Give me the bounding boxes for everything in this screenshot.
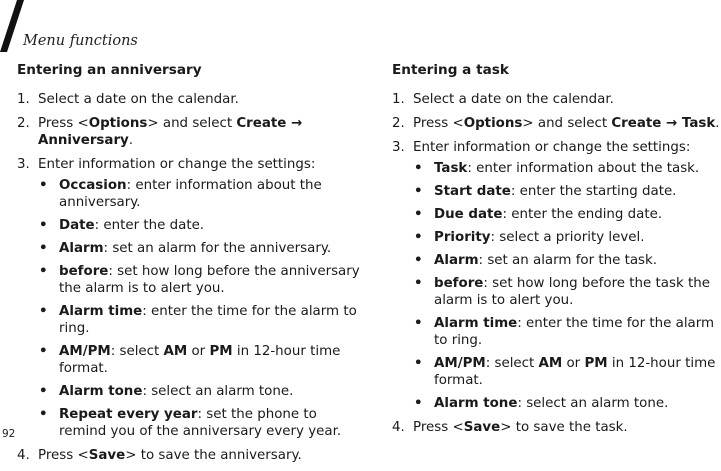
options-key: Options — [463, 116, 523, 131]
bullet-icon: • — [39, 178, 48, 193]
options-key: Options — [88, 116, 148, 131]
bullet-icon: • — [414, 356, 423, 371]
list-item: • Occasion: enter information about the anniversary. — [39, 178, 322, 210]
page-number: 92 — [2, 428, 16, 440]
bullet-icon: • — [39, 304, 48, 319]
anniversary-section — [17, 62, 362, 471]
list-item: • AM/PM: select AM or PM in 12-hour time format. — [414, 356, 716, 388]
bullet-icon: • — [414, 276, 423, 291]
step-1: 1. Select a date on the calendar. — [17, 92, 239, 107]
list-item: • Date: enter the date. — [39, 218, 205, 233]
list-item: • Repeat every year: set the phone to remind you of the anniversary every year. — [39, 407, 342, 439]
menu-path: Create → Anniversary — [38, 116, 303, 148]
step-1: 1. Select a date on the calendar. — [392, 92, 614, 107]
header-title: Menu functions — [23, 33, 138, 49]
bullet-icon: • — [414, 316, 423, 331]
bullet-icon: • — [39, 264, 48, 279]
bullet-icon: • — [414, 230, 423, 245]
settings-list — [413, 160, 721, 412]
task-section — [392, 62, 721, 443]
bullet-icon: • — [39, 344, 48, 359]
list-item: • Alarm: set an alarm for the task. — [414, 253, 658, 268]
list-item: • before: set how long before the task the alarm is to alert you. — [414, 276, 710, 308]
bullet-icon: • — [414, 396, 423, 411]
save-key: Save — [463, 420, 501, 435]
step-4: 4. Press <Save> to save the task. — [392, 420, 628, 435]
task-heading: Entering a task — [392, 62, 509, 78]
bullet-icon: • — [414, 161, 423, 176]
header-slash-mark — [0, 0, 24, 52]
bullet-icon: • — [414, 184, 423, 199]
list-item: • Alarm tone: select an alarm tone. — [414, 396, 669, 411]
bullet-icon: • — [39, 384, 48, 399]
step-2: 2. Press <Options> and select Create → Anniversary. — [17, 116, 303, 148]
list-item: • Start date: enter the starting date. — [414, 184, 677, 199]
step-2: 2. Press <Options> and select Create → Task. — [392, 116, 720, 131]
bullet-icon: • — [414, 253, 423, 268]
bullet-icon: • — [39, 407, 48, 422]
save-key: Save — [88, 448, 126, 463]
anniversary-heading: Entering an anniversary — [17, 62, 202, 78]
menu-path: Create → Task — [611, 116, 716, 131]
bullet-icon: • — [414, 207, 423, 222]
list-item: • Alarm tone: select an alarm tone. — [39, 384, 294, 399]
step-3: 3. Enter information or change the settings: • Task: enter information about the task. • Start date: enter the starting date. • Due date: enter the ending date. • Priority: select a priority level. • Alarm: set an alarm for the task. • before: set how long before the task the alarm is to alert you. • Alarm time: enter the time for the alarm to ring. • AM/PM: select AM or PM in 12-hour time format. • Alarm tone: select an alarm tone. — [392, 139, 721, 412]
list-item: • Priority: select a priority level. — [414, 230, 645, 245]
list-item: • before: set how long before the anniversary the alarm is to alert you. — [39, 264, 360, 296]
list-item: • Alarm: set an alarm for the anniversary. — [39, 241, 332, 256]
list-item: • Task: enter information about the task. — [414, 161, 700, 176]
settings-list — [38, 177, 362, 440]
bullet-icon: • — [39, 241, 48, 256]
list-item: • Due date: enter the ending date. — [414, 207, 663, 222]
list-item: • AM/PM: select AM or PM in 12-hour time format. — [39, 344, 341, 376]
step-3: 3. Enter information or change the settings: • Occasion: enter information about the anniversary. • Date: enter the date. • Alarm: set an alarm for the anniversary. • before: set how long before the anniversary the alarm is to alert you. • Alarm time: enter the time for the alarm to ring. • AM/PM: select AM or PM in 12-hour time format. • Alarm tone: select an alarm tone. • Repeat every year: set the phone to remind you of the anniversary every year. — [17, 156, 362, 440]
step-4: 4. Press <Save> to save the anniversary. — [17, 448, 302, 463]
list-item: • Alarm time: enter the time for the alarm to ring. — [39, 304, 357, 336]
bullet-icon: • — [39, 218, 48, 233]
list-item: • Alarm time: enter the time for the alarm to ring. — [414, 316, 715, 348]
